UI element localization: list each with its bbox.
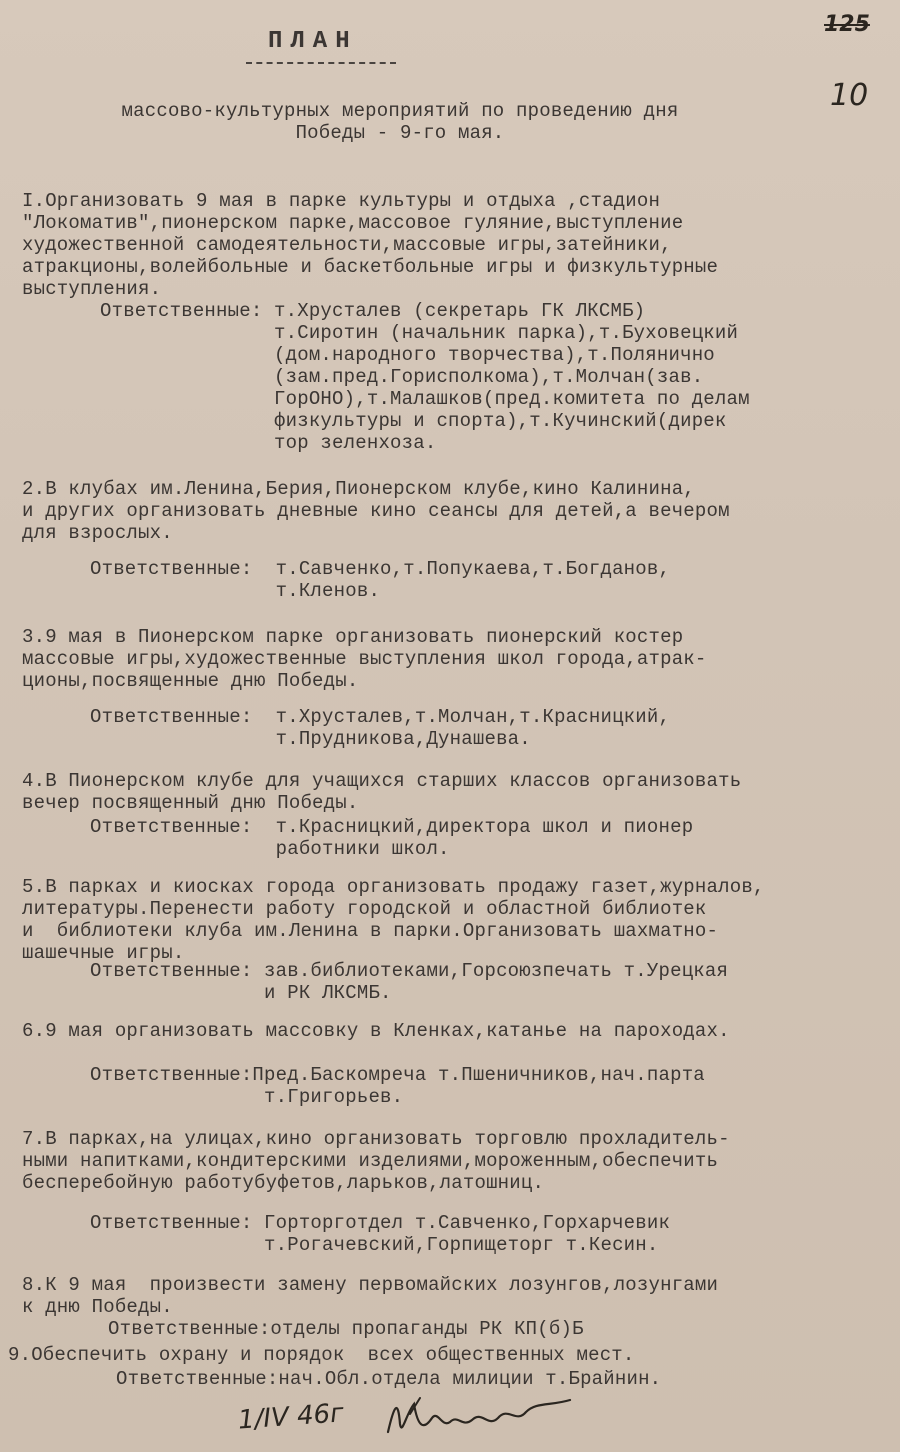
document-subtitle: массово-культурных мероприятий по проведению дня Победы - 9-го мая. (121, 100, 679, 144)
plan-item-1: I.Организовать 9 мая в парке культуры и отдыха ,стадион "Локоматив",пионерском парке,массовое гуляние,выступление художественной самодеятельности,массовые игры,затейники, атракционы,волейбольные и баскетбольные игры и физкультурные выступления. (22, 190, 719, 300)
handwritten-date-note: 1/IV 46г (237, 1398, 345, 1436)
plan-item-4-responsible: Ответственные: т.Красницкий,директора школ и пионер работники школ. (90, 816, 694, 860)
plan-item-8-responsible: Ответственные:отделы пропаганды РК КП(б)Б (108, 1318, 584, 1340)
archive-number-note: 125 (824, 12, 870, 37)
plan-item-2: 2.В клубах им.Ленина,Берия,Пионерском клубе,кино Калинина, и других организовать дневные кино сеансы для детей,а вечером для взрослых. (22, 478, 730, 544)
plan-item-8: 8.К 9 мая произвести замену первомайских лозунгов,лозунгами к дню Победы. (22, 1274, 719, 1318)
plan-item-3-responsible: Ответственные: т.Хрусталев,т.Молчан,т.Красницкий, т.Прудникова,Дунашева. (90, 706, 671, 750)
signature (380, 1384, 580, 1448)
plan-item-6-responsible: Ответственные:Пред.Баскомреча т.Пшеничников,нач.парта т.Григорьев. (90, 1064, 705, 1108)
plan-item-4: 4.В Пионерском клубе для учащихся старших классов организовать вечер посвященный дню Победы. (22, 770, 742, 814)
plan-item-9-responsible: Ответственные:нач.Обл.отдела милиции т.Брайнин. (116, 1368, 662, 1390)
plan-item-2-responsible: Ответственные: т.Савченко,т.Попукаева,т.Богданов, т.Кленов. (90, 558, 671, 602)
plan-item-9: 9.Обеспечить охрану и порядок всех общественных мест. (8, 1344, 635, 1366)
document-title: ПЛАН (268, 28, 358, 55)
plan-item-1-responsible: Ответственные: т.Хрусталев (секретарь ГК ЛКСМБ) т.Сиротин (начальник парка),т.Буховецкий (дом.народного творчества),т.Полянично (зам.пред.Горисполкома),т.Молчан(зав. ГорОНО),т.Малашков(пред.комитета по делам физкультуры и спорта),т.Кучинский(дирек тор зеленхоза. (100, 300, 750, 454)
plan-item-6: 6.9 мая организовать массовку в Кленках,катанье на пароходах. (22, 1020, 730, 1042)
plan-item-7: 7.В парках,на улицах,кино организовать торговлю прохладитель- ными напитками,кондитерскими изделиями,мороженным,обеспечить бесперебойную работубуфетов,ларьков,латошниц. (22, 1128, 730, 1194)
plan-item-7-responsible: Ответственные: Горторготдел т.Савченко,Горхарчевик т.Рогачевский,Горпищеторг т.Кесин. (90, 1212, 671, 1256)
title-underline (246, 62, 396, 64)
page-number-note: 10 (830, 78, 869, 113)
plan-item-3: 3.9 мая в Пионерском парке организовать пионерский костер массовые игры,художественные выступления школ города,атрак- ционы,посвященные дню Победы. (22, 626, 707, 692)
plan-item-5-responsible: Ответственные: зав.библиотеками,Горсоюзпечать т.Урецкая и РК ЛКСМБ. (90, 960, 729, 1004)
plan-item-5: 5.В парках и киосках города организовать продажу газет,журналов, литературы.Перенести работу городской и областной библиотек и библиотеки клуба им.Ленина в парки.Организовать шахматно- шашечные игры. (22, 876, 765, 964)
